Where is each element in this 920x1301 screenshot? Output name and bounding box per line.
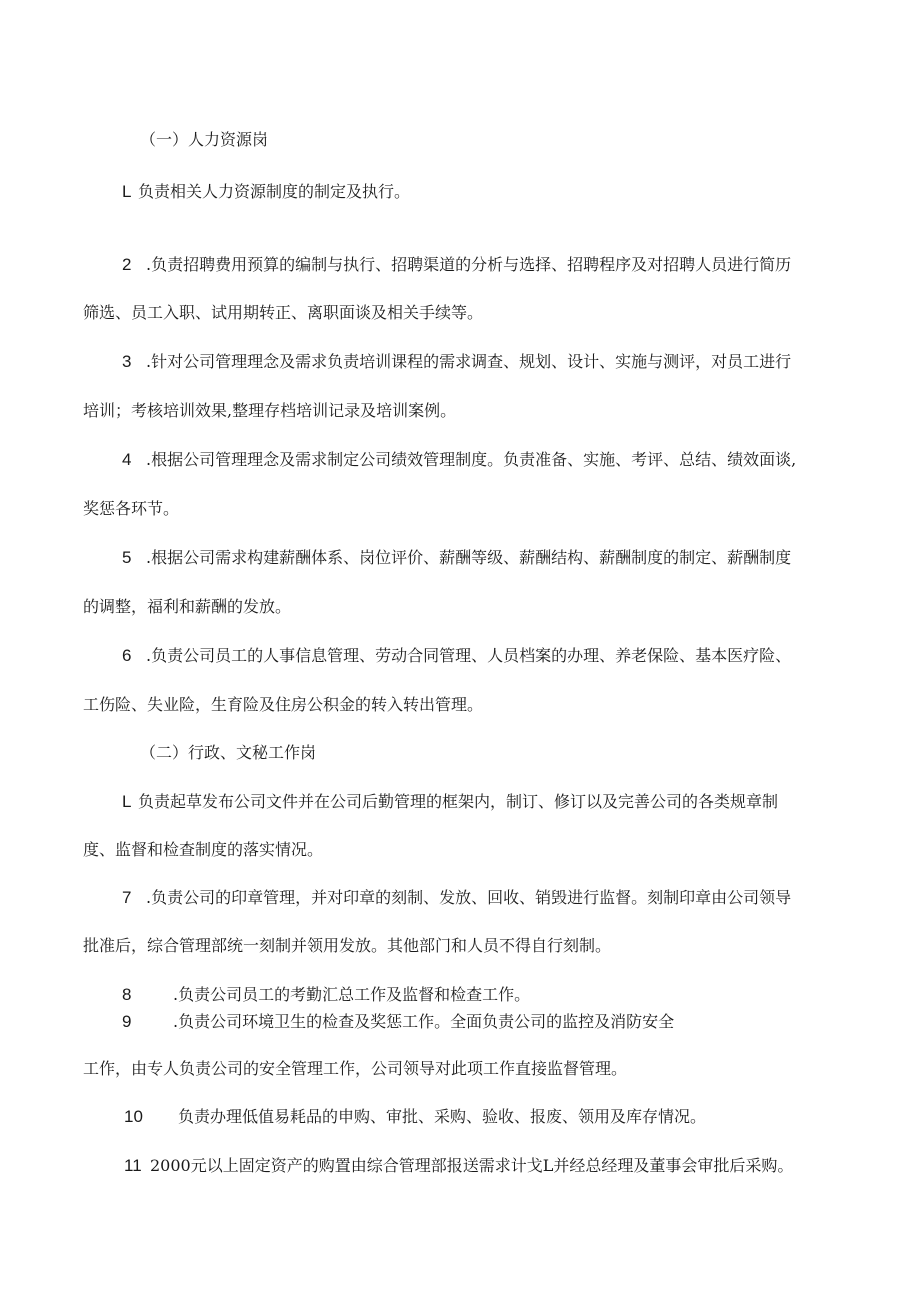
item-text: .负责公司员工的人事信息管理、劳动合同管理、人员档案的办理、养老保险、基本医疗险、 <box>146 646 792 665</box>
item-number: L <box>122 182 132 201</box>
item-text: .针对公司管理理念及需求负责培训课程的需求调查、规划、设计、实施与测评，对员工进行 <box>146 352 792 371</box>
item-number: 7 <box>122 888 132 907</box>
item-number: 6 <box>122 646 132 665</box>
item-text-continuation: 工作，由专人负责公司的安全管理工作，公司领导对此项工作直接监督管理。 <box>83 1059 628 1078</box>
item-text-continuation: 培训；考核培训效果,整理存档培训记录及培训案例。 <box>83 401 457 420</box>
item-number: 9 <box>122 1012 132 1031</box>
item-text-continuation: 批准后，综合管理部统一刻制并领用发放。其他部门和人员不得自行刻制。 <box>83 936 612 955</box>
item-text: .负责公司员工的考勤汇总工作及监督和检查工作。 <box>173 985 531 1004</box>
item-text: 负责相关人力资源制度的制定及执行。 <box>138 182 411 201</box>
item-text: .负责公司环境卫生的检查及奖惩工作。全面负责公司的监控及消防安全 <box>173 1012 675 1031</box>
section-heading: （一）人力资源岗 <box>140 130 269 149</box>
item-text-continuation: 的调整，福利和薪酬的发放。 <box>83 597 292 616</box>
item-number: 5 <box>122 548 132 567</box>
item-text: 负责起草发布公司文件并在公司后勤管理的框架内，制订、修订以及完善公司的各类规章制 <box>138 792 779 811</box>
item-text: .负责公司的印章管理，并对印章的刻制、发放、回收、销毁进行监督。刻制印章由公司领导 <box>146 888 792 907</box>
item-text: 负责办理低值易耗品的申购、审批、采购、验收、报废、领用及库存情况。 <box>178 1107 707 1126</box>
item-number: 3 <box>122 352 132 371</box>
item-text-continuation: 度、监督和检查制度的落实情况。 <box>83 840 324 859</box>
item-text: .根据公司需求构建薪酬体系、岗位评价、薪酬等级、薪酬结构、薪酬制度的制定、薪酬制度 <box>146 548 792 567</box>
item-text-continuation: 奖惩各环节。 <box>83 499 180 518</box>
item-text-continuation: 工伤险、失业险，生育险及住房公积金的转入转出管理。 <box>83 695 484 714</box>
item-number: 4 <box>122 450 132 469</box>
item-text: .根据公司管理理念及需求制定公司绩效管理制度。负责准备、实施、考评、总结、绩效面谈, <box>146 450 797 469</box>
item-number: 8 <box>122 985 132 1004</box>
item-number: 2 <box>122 255 132 274</box>
item-number: 11 <box>124 1156 142 1175</box>
item-text: 2000元以上固定资产的购置由综合管理部报送需求计戈L并经总经理及董事会审批后采购。 <box>150 1156 794 1175</box>
item-number: L <box>122 792 132 811</box>
item-number: 10 <box>124 1107 143 1126</box>
item-text-continuation: 筛选、员工入职、试用期转正、离职面谈及相关手续等。 <box>83 303 484 322</box>
section-heading: （二）行政、文秘工作岗 <box>140 743 317 762</box>
item-text: .负责招聘费用预算的编制与执行、招聘渠道的分析与选择、招聘程序及对招聘人员进行简历 <box>146 255 792 274</box>
